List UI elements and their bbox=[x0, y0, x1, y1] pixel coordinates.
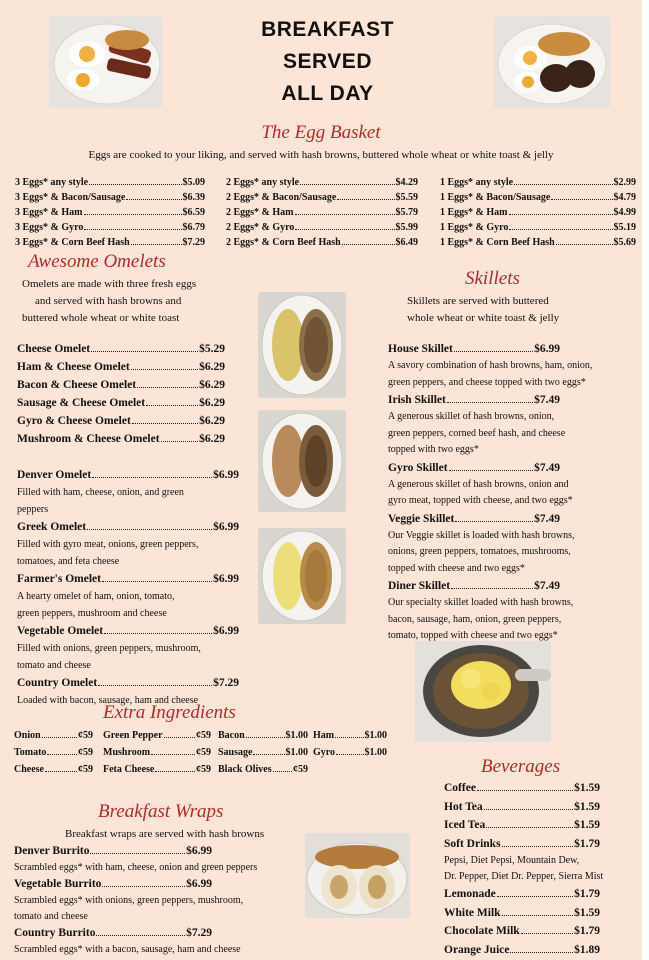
item-name: 3 Eggs* any style bbox=[15, 177, 89, 188]
item-description: green peppers, corned beef hash, and cheese bbox=[388, 427, 566, 439]
dot-leader bbox=[92, 477, 212, 478]
dot-leader bbox=[253, 754, 284, 755]
photo-omelet-1 bbox=[258, 292, 346, 398]
item-price: $7.29 bbox=[213, 677, 239, 689]
item-name: Vegetable Omelet bbox=[17, 625, 104, 637]
item-price: $1.79 bbox=[574, 925, 600, 937]
extra-item bbox=[218, 761, 308, 778]
beverage-item bbox=[444, 904, 600, 923]
soft-drinks-note: Pepsi, Diet Pepsi, Mountain Dew, bbox=[444, 855, 580, 866]
item-name: Sausage & Cheese Omelet bbox=[17, 397, 146, 409]
omelet-item bbox=[17, 340, 225, 358]
beverage-item bbox=[444, 941, 600, 960]
photo-eggs-sausage bbox=[494, 16, 610, 108]
item-description: green peppers, mushroom and cheese bbox=[17, 608, 167, 619]
item-description: tomatoes, and feta cheese bbox=[17, 556, 120, 567]
dot-leader bbox=[47, 754, 77, 755]
egg-basket-title: The Egg Basket bbox=[261, 122, 381, 143]
egg-basket-item bbox=[226, 205, 418, 220]
item-name: 1 Eggs* & Ham bbox=[440, 207, 508, 218]
dot-leader bbox=[102, 886, 185, 887]
omelet-item bbox=[17, 518, 239, 536]
egg-basket-item bbox=[440, 175, 636, 190]
wrap-item bbox=[14, 843, 212, 860]
item-price: $7.29 bbox=[186, 927, 212, 939]
dot-leader bbox=[273, 771, 292, 772]
item-price: $6.29 bbox=[199, 397, 225, 409]
omelet-item bbox=[17, 622, 239, 640]
dot-leader bbox=[84, 229, 181, 230]
item-name: Gyro bbox=[313, 747, 336, 758]
dot-leader bbox=[102, 581, 212, 582]
item-name: 2 Eggs* & Ham bbox=[226, 207, 294, 218]
dot-leader bbox=[89, 184, 181, 185]
item-price: $1.00 bbox=[285, 747, 308, 758]
item-price: $1.59 bbox=[574, 800, 600, 813]
extra-item bbox=[103, 727, 211, 744]
omelet-item bbox=[17, 394, 225, 412]
item-name: Greek Omelet bbox=[17, 521, 87, 533]
extra-item bbox=[313, 727, 387, 744]
dot-leader bbox=[137, 387, 198, 388]
egg-basket-col1 bbox=[15, 175, 205, 250]
item-name: 1 Eggs* & Corn Beef Hash bbox=[440, 237, 555, 248]
item-name: 2 Eggs* & Corn Beef Hash bbox=[226, 237, 341, 248]
omelets-list-2 bbox=[17, 466, 239, 709]
dot-leader bbox=[42, 737, 77, 738]
omelet-item bbox=[17, 674, 239, 692]
egg-basket-item bbox=[15, 175, 205, 190]
dot-leader bbox=[447, 402, 533, 403]
item-price: $4.99 bbox=[613, 207, 636, 218]
extras-title: Extra Ingredients bbox=[103, 702, 236, 723]
item-description: peppers bbox=[17, 504, 49, 515]
item-description: gyro meat, topped with cheese, and two eggs* bbox=[388, 495, 573, 506]
dot-leader bbox=[146, 405, 198, 406]
item-price: $6.49 bbox=[395, 237, 418, 248]
item-price: $6.99 bbox=[213, 469, 239, 481]
extra-item bbox=[103, 744, 211, 761]
omelet-item bbox=[17, 570, 239, 588]
item-price: $5.69 bbox=[613, 237, 636, 248]
item-price: ¢59 bbox=[293, 764, 308, 775]
item-description: topped with cheese and two eggs* bbox=[388, 562, 525, 574]
dot-leader bbox=[164, 737, 195, 738]
item-name: 3 Eggs* & Corn Beef Hash bbox=[15, 237, 130, 248]
item-name: Black Olives bbox=[218, 764, 272, 775]
item-description: onions, green peppers, tomatoes, mushrooms, bbox=[388, 546, 571, 557]
item-description: Filled with ham, cheese, onion, and green bbox=[17, 487, 184, 498]
egg-basket-item bbox=[15, 235, 205, 250]
dot-leader bbox=[454, 351, 533, 352]
item-price: $7.49 bbox=[534, 394, 560, 406]
item-name: Coffee bbox=[444, 782, 476, 794]
item-price: $1.79 bbox=[574, 837, 600, 850]
item-description: Scrambled eggs* with a bacon, sausage, ham and cheese bbox=[14, 944, 241, 955]
omelets-note-2: and served with hash browns and bbox=[35, 295, 182, 307]
header-served: SERVED bbox=[283, 50, 372, 73]
extras-col3 bbox=[218, 727, 308, 778]
beverages-list bbox=[444, 779, 604, 959]
dot-leader bbox=[91, 351, 198, 352]
dot-leader bbox=[337, 199, 394, 200]
extra-item bbox=[14, 761, 93, 778]
item-name: Veggie Skillet bbox=[388, 512, 455, 525]
item-name: Gyro & Cheese Omelet bbox=[17, 415, 131, 427]
item-name: Onion bbox=[14, 730, 41, 741]
dot-leader bbox=[131, 369, 198, 370]
extra-item bbox=[14, 727, 93, 744]
egg-basket-item bbox=[226, 175, 418, 190]
photo-omelet-3 bbox=[258, 528, 346, 624]
item-description: tomato and cheese bbox=[14, 911, 88, 922]
omelet-item bbox=[17, 412, 225, 430]
omelets-note-3: buttered whole wheat or white toast bbox=[22, 312, 180, 324]
skillet-item bbox=[388, 391, 560, 409]
dot-leader bbox=[151, 754, 195, 755]
dot-leader bbox=[502, 846, 574, 847]
beverage-item bbox=[444, 922, 600, 941]
item-description: Scrambled eggs* with onions, green peppers, mushroom, bbox=[14, 895, 244, 906]
item-name: Soft Drinks bbox=[444, 837, 501, 850]
item-name: 1 Eggs* & Gyro bbox=[440, 222, 509, 233]
item-name: Mushroom bbox=[103, 747, 151, 758]
item-name: 2 Eggs* & Bacon/Sausage bbox=[226, 192, 337, 203]
dot-leader bbox=[509, 214, 613, 215]
beverage-item bbox=[444, 779, 600, 798]
beverages-title: Beverages bbox=[481, 756, 561, 777]
item-name: Iced Tea bbox=[444, 819, 486, 831]
item-price: $1.00 bbox=[285, 730, 308, 741]
item-name: Hot Tea bbox=[444, 800, 483, 813]
skillets-list bbox=[388, 340, 632, 645]
egg-basket-item bbox=[440, 235, 636, 250]
dot-leader bbox=[486, 827, 573, 828]
egg-basket-col2 bbox=[226, 175, 418, 250]
dot-leader bbox=[336, 754, 363, 755]
omelet-item bbox=[17, 376, 225, 394]
extra-item bbox=[313, 744, 387, 761]
item-name: 3 Eggs* & Ham bbox=[15, 207, 83, 218]
omelets-title: Awesome Omelets bbox=[28, 251, 166, 272]
header-breakfast: BREAKFAST bbox=[261, 18, 394, 41]
item-price: ¢59 bbox=[78, 764, 93, 775]
item-description: Scrambled eggs* with ham, cheese, onion and green peppers bbox=[14, 862, 258, 873]
item-description: tomato, topped with cheese and two eggs* bbox=[388, 630, 558, 641]
photo-skillet bbox=[415, 641, 551, 742]
dot-leader bbox=[514, 184, 612, 185]
item-name: Feta Cheese bbox=[103, 764, 155, 775]
egg-basket-item bbox=[15, 190, 205, 205]
omelets-list-1 bbox=[17, 340, 225, 448]
item-price: $5.29 bbox=[199, 343, 225, 355]
dot-leader bbox=[96, 935, 185, 936]
item-price: $6.29 bbox=[199, 379, 225, 391]
soft-drinks-note: Dr. Pepper, Diet Dr. Pepper, Sierra Mist bbox=[444, 871, 604, 882]
item-price: $6.99 bbox=[213, 521, 239, 533]
item-price: $1.00 bbox=[364, 730, 387, 741]
wrap-item bbox=[14, 925, 212, 942]
dot-leader bbox=[521, 933, 573, 934]
wraps-title: Breakfast Wraps bbox=[98, 801, 224, 822]
item-name: Diner Skillet bbox=[388, 580, 451, 592]
egg-basket-item bbox=[440, 205, 636, 220]
egg-basket-item bbox=[226, 235, 418, 250]
omelets-note-1: Omelets are made with three fresh eggs bbox=[22, 278, 197, 290]
dot-leader bbox=[556, 244, 613, 245]
item-price: ¢59 bbox=[196, 747, 211, 758]
item-description: Our Veggie skillet is loaded with hash browns, bbox=[388, 529, 575, 541]
dot-leader bbox=[246, 737, 285, 738]
item-description: bacon, sausage, ham, onion, green peppers, bbox=[388, 613, 562, 625]
item-description: A generous skillet of hash browns, onion and bbox=[388, 478, 569, 490]
dot-leader bbox=[87, 529, 212, 530]
item-description: tomato and cheese bbox=[17, 660, 91, 671]
item-name: Gyro Skillet bbox=[388, 461, 448, 474]
item-price: ¢59 bbox=[196, 764, 211, 775]
item-price: $1.59 bbox=[574, 819, 600, 831]
item-name: Bacon bbox=[218, 730, 245, 741]
item-price: $4.79 bbox=[613, 192, 636, 203]
extras-col4 bbox=[313, 727, 387, 761]
item-price: $6.79 bbox=[182, 222, 205, 233]
photo-wraps bbox=[305, 833, 410, 918]
item-name: White Milk bbox=[444, 906, 501, 919]
dot-leader bbox=[509, 229, 612, 230]
item-description: Filled with gyro meat, onions, green peppers, bbox=[17, 539, 199, 550]
item-price: $5.09 bbox=[182, 177, 205, 188]
item-price: $5.79 bbox=[395, 207, 418, 218]
photo-eggs-bacon bbox=[49, 16, 162, 108]
item-name: Bacon & Cheese Omelet bbox=[17, 379, 137, 391]
item-price: $6.59 bbox=[182, 207, 205, 218]
item-price: $7.49 bbox=[534, 512, 560, 525]
skillets-title: Skillets bbox=[465, 268, 520, 289]
dot-leader bbox=[451, 588, 533, 589]
item-description: Our specialty skillet loaded with hash browns, bbox=[388, 597, 574, 608]
item-price: $1.59 bbox=[574, 906, 600, 919]
item-price: $5.99 bbox=[395, 222, 418, 233]
skillet-item bbox=[388, 459, 560, 477]
item-price: $1.79 bbox=[574, 888, 600, 900]
item-price: $5.19 bbox=[613, 222, 636, 233]
item-price: ¢59 bbox=[78, 747, 93, 758]
item-description: green peppers, and cheese topped with two eggs* bbox=[388, 376, 586, 388]
dot-leader bbox=[484, 809, 573, 810]
item-name: 3 Eggs* & Bacon/Sausage bbox=[15, 192, 126, 203]
dot-leader bbox=[155, 771, 195, 772]
item-name: House Skillet bbox=[388, 343, 453, 355]
item-price: $7.49 bbox=[534, 461, 560, 474]
item-name: Tomato bbox=[14, 747, 47, 758]
skillets-note-1: Skillets are served with buttered bbox=[407, 295, 549, 307]
dot-leader bbox=[132, 423, 198, 424]
egg-basket-item bbox=[15, 205, 205, 220]
item-price: $6.99 bbox=[186, 878, 212, 890]
item-price: $6.29 bbox=[199, 415, 225, 427]
item-name: Mushroom & Cheese Omelet bbox=[17, 433, 160, 445]
dot-leader bbox=[161, 441, 199, 442]
item-price: $2.99 bbox=[613, 177, 636, 188]
omelet-item bbox=[17, 358, 225, 376]
egg-basket-note: Eggs are cooked to your liking, and served with hash browns, buttered whole wheat or white toast & jelly bbox=[88, 149, 554, 161]
extras-col2 bbox=[103, 727, 211, 778]
item-description: Filled with onions, green peppers, mushroom, bbox=[17, 643, 201, 654]
dot-leader bbox=[98, 685, 212, 686]
item-price: $7.49 bbox=[534, 580, 560, 592]
wraps-note: Breakfast wraps are served with hash browns bbox=[65, 828, 265, 840]
item-description: topped with two eggs* bbox=[388, 444, 479, 455]
wraps-list bbox=[14, 843, 300, 958]
item-name: Vegetable Burrito bbox=[14, 878, 102, 890]
item-name: Country Omelet bbox=[17, 677, 98, 689]
photo-omelet-2 bbox=[258, 410, 346, 512]
dot-leader bbox=[477, 790, 573, 791]
dot-leader bbox=[551, 199, 612, 200]
skillet-item bbox=[388, 340, 560, 358]
item-name: Denver Burrito bbox=[14, 845, 90, 857]
egg-basket-col3 bbox=[440, 175, 636, 250]
dot-leader bbox=[90, 853, 185, 854]
item-name: 1 Eggs* & Bacon/Sausage bbox=[440, 192, 551, 203]
dot-leader bbox=[510, 952, 573, 953]
item-name: Lemonade bbox=[444, 888, 496, 900]
dot-leader bbox=[84, 214, 182, 215]
item-price: $6.39 bbox=[182, 192, 205, 203]
extra-item bbox=[103, 761, 211, 778]
extras-col1 bbox=[14, 727, 93, 778]
item-name: Cheese bbox=[14, 764, 44, 775]
item-price: $1.59 bbox=[574, 782, 600, 794]
item-name: Green Pepper bbox=[103, 730, 163, 741]
beverage-item bbox=[444, 835, 600, 854]
item-name: Cheese Omelet bbox=[17, 343, 91, 355]
omelet-item bbox=[17, 466, 239, 484]
item-name: Country Burrito bbox=[14, 927, 96, 939]
extra-item bbox=[218, 744, 308, 761]
item-name: Farmer's Omelet bbox=[17, 573, 101, 585]
item-price: ¢59 bbox=[78, 730, 93, 741]
egg-basket-item bbox=[226, 220, 418, 235]
header-all-day: ALL DAY bbox=[281, 82, 374, 105]
item-name: Irish Skillet bbox=[388, 394, 446, 406]
egg-basket-item bbox=[226, 190, 418, 205]
item-name: 1 Eggs* any style bbox=[440, 177, 514, 188]
item-description: A hearty omelet of ham, onion, tomato, bbox=[17, 591, 175, 602]
beverage-item bbox=[444, 798, 600, 817]
dot-leader bbox=[502, 915, 574, 916]
dot-leader bbox=[45, 771, 77, 772]
item-description: A savory combination of hash browns, ham, onion, bbox=[388, 360, 593, 371]
item-name: Denver Omelet bbox=[17, 469, 92, 481]
dot-leader bbox=[455, 521, 533, 522]
dot-leader bbox=[300, 184, 394, 185]
item-description: Loaded with bacon, sausage, ham and cheese bbox=[17, 695, 199, 706]
item-price: $5.59 bbox=[395, 192, 418, 203]
item-price: $4.29 bbox=[395, 177, 418, 188]
extra-item bbox=[14, 744, 93, 761]
egg-basket-item bbox=[440, 190, 636, 205]
dot-leader bbox=[295, 214, 395, 215]
item-price: $6.99 bbox=[186, 845, 212, 857]
wrap-item bbox=[14, 876, 212, 893]
item-price: $7.29 bbox=[182, 237, 205, 248]
dot-leader bbox=[126, 199, 181, 200]
dot-leader bbox=[335, 737, 363, 738]
item-name: Ham & Cheese Omelet bbox=[17, 361, 130, 373]
item-price: $6.99 bbox=[213, 573, 239, 585]
dot-leader bbox=[131, 244, 182, 245]
item-price: $1.89 bbox=[574, 943, 600, 956]
omelet-item bbox=[17, 430, 225, 448]
dot-leader bbox=[497, 896, 573, 897]
item-name: 2 Eggs* & Gyro bbox=[226, 222, 295, 233]
item-name: Sausage bbox=[218, 747, 253, 758]
item-price: $6.29 bbox=[199, 433, 225, 445]
beverage-item bbox=[444, 885, 600, 904]
item-price: $1.00 bbox=[364, 747, 387, 758]
item-price: $6.99 bbox=[534, 343, 560, 355]
dot-leader bbox=[342, 244, 395, 245]
skillets-note-2: whole wheat or white toast & jelly bbox=[407, 312, 560, 324]
beverage-item bbox=[444, 816, 600, 835]
egg-basket-item bbox=[440, 220, 636, 235]
skillet-item bbox=[388, 510, 560, 528]
item-name: Orange Juice bbox=[444, 943, 510, 956]
item-name: Chocolate Milk bbox=[444, 925, 520, 937]
item-name: Ham bbox=[313, 730, 335, 741]
item-name: 3 Eggs* & Gyro bbox=[15, 222, 84, 233]
item-description: A generous skillet of hash browns, onion, bbox=[388, 411, 555, 422]
skillet-item bbox=[388, 577, 560, 595]
egg-basket-item bbox=[15, 220, 205, 235]
item-price: $6.29 bbox=[199, 361, 225, 373]
dot-leader bbox=[295, 229, 394, 230]
dot-leader bbox=[104, 633, 212, 634]
item-price: $6.99 bbox=[213, 625, 239, 637]
item-name: 2 Eggs* any style bbox=[226, 177, 300, 188]
dot-leader bbox=[449, 470, 534, 471]
item-price: ¢59 bbox=[196, 730, 211, 741]
extra-item bbox=[218, 727, 308, 744]
